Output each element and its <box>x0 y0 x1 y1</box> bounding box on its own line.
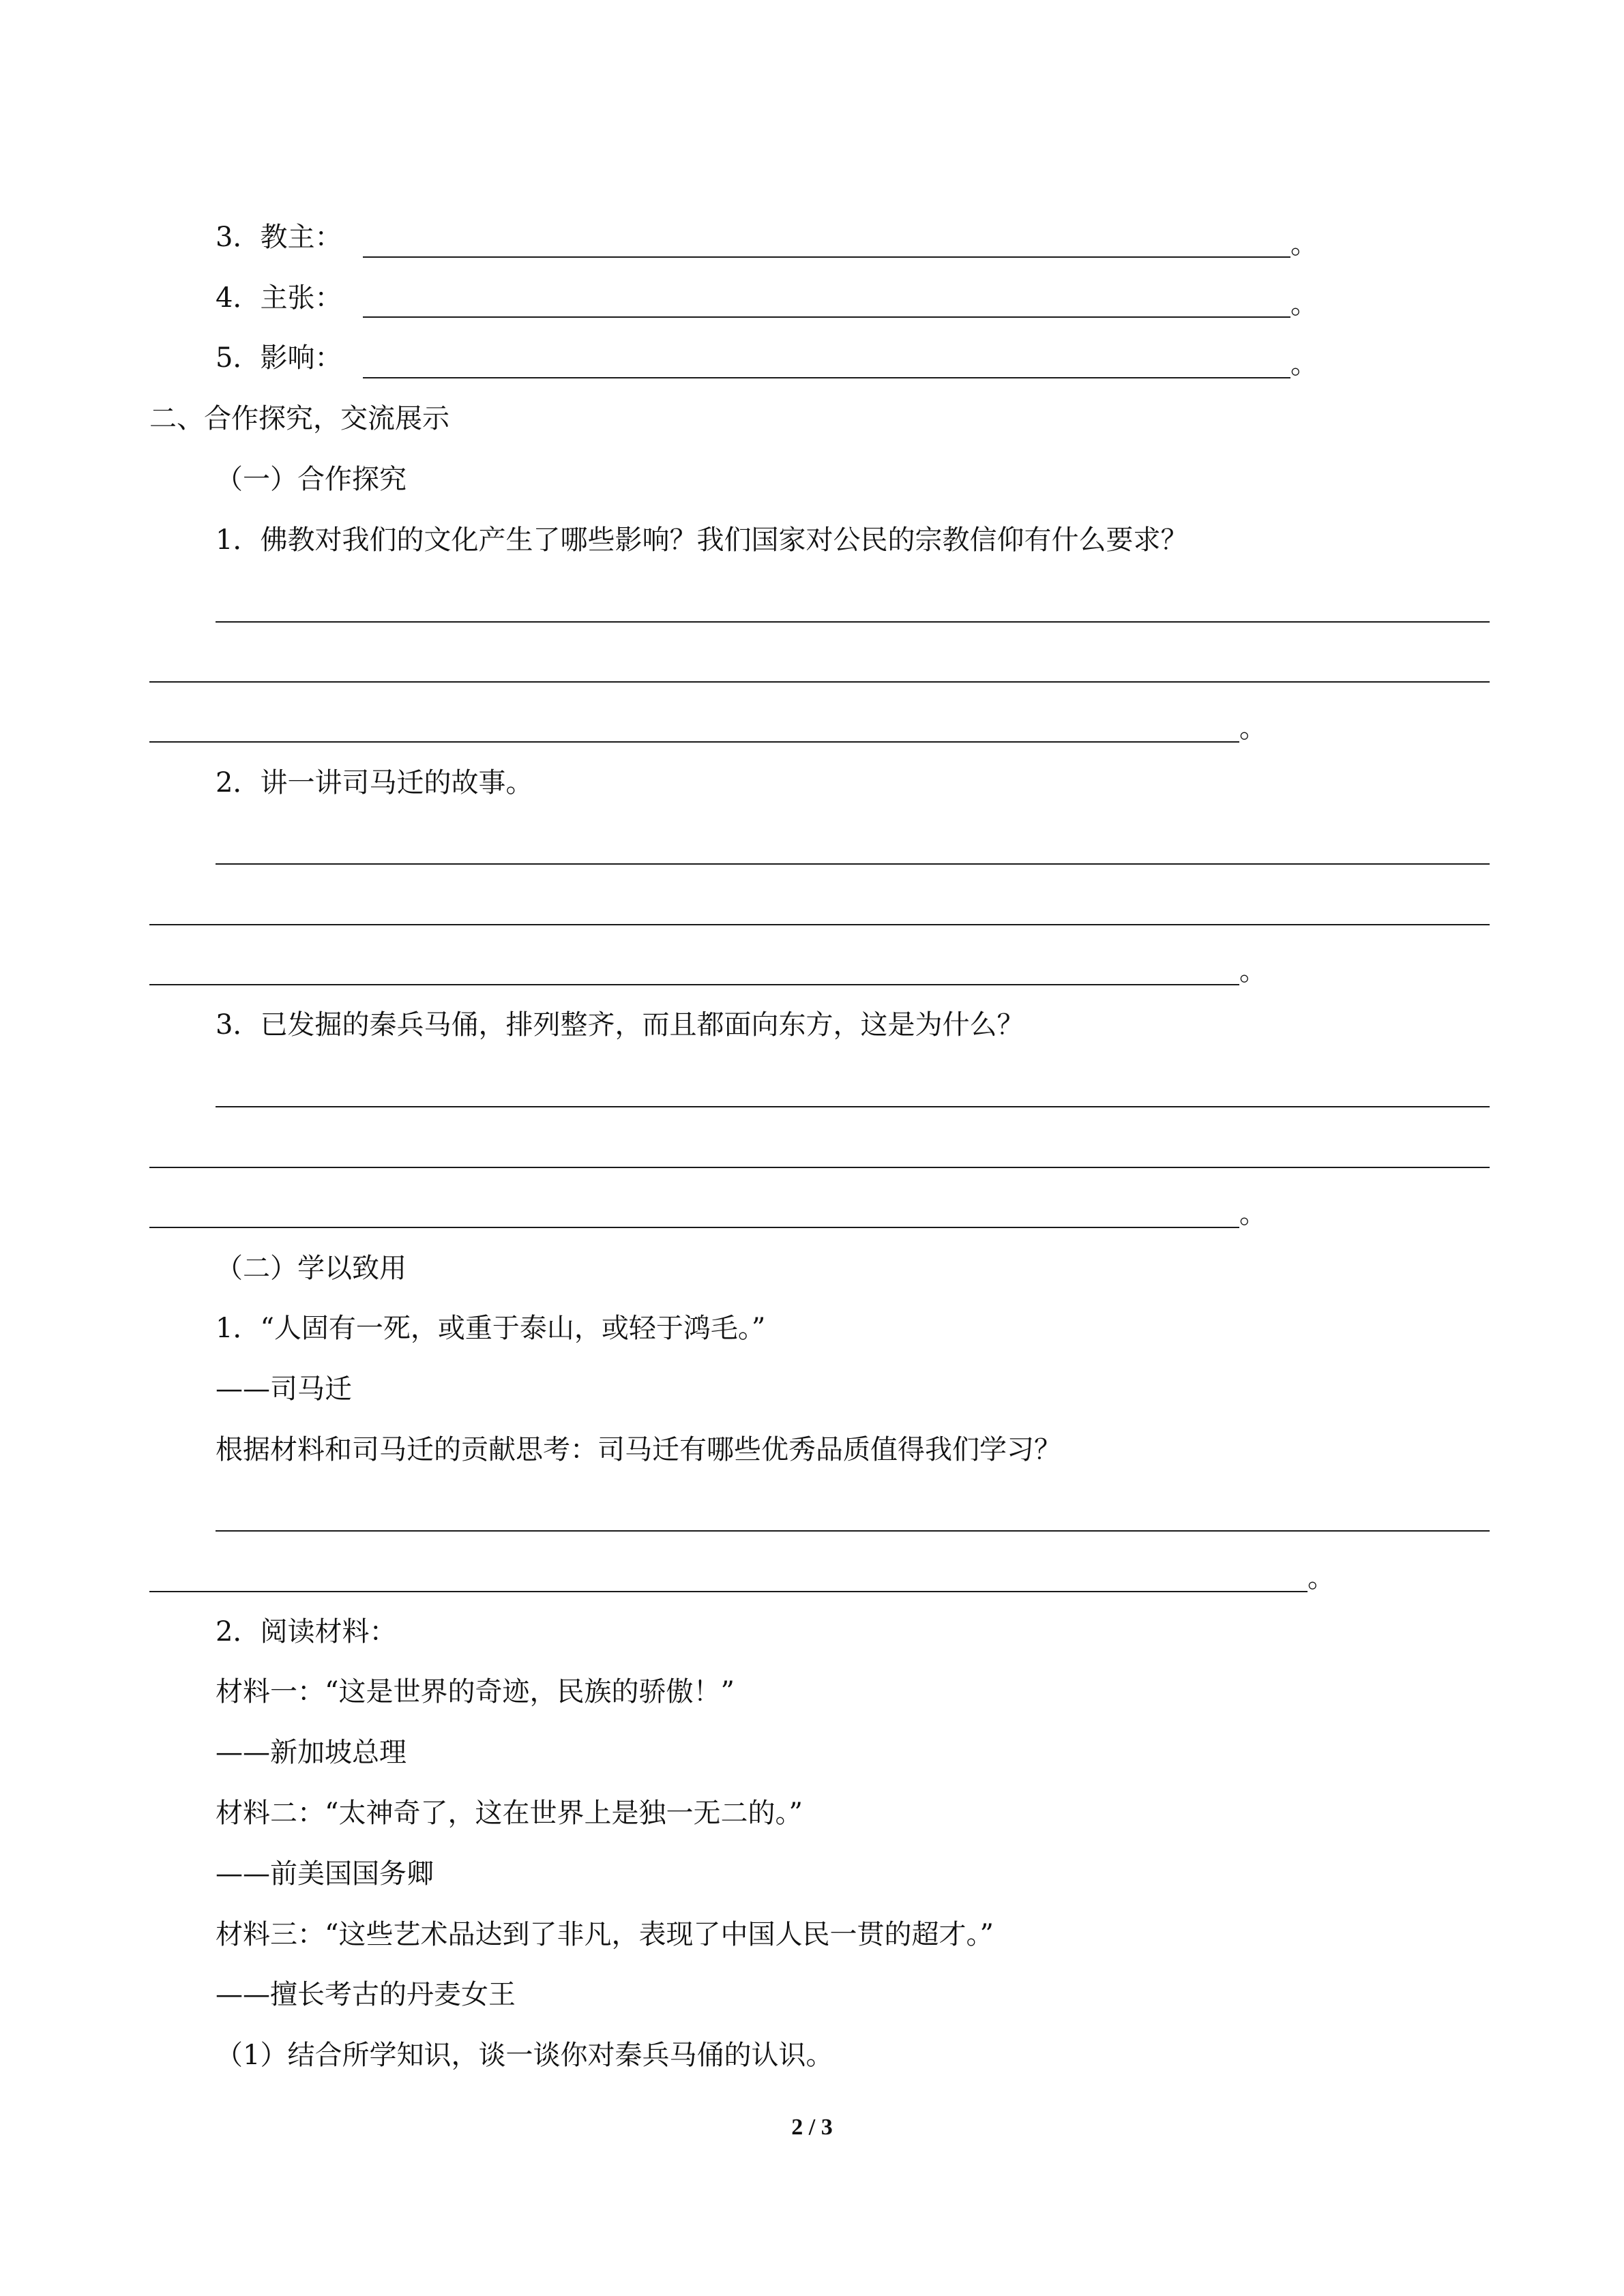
item-3-label: 3．教主： <box>216 222 342 253</box>
part-1-question-3: 3．已发掘的秦兵马俑，排列整齐，而且都面向东方，这是为什么？ <box>216 1009 1024 1041</box>
q3-answer-line-3[interactable] <box>149 1227 1239 1228</box>
q2-answer-line-1[interactable] <box>216 863 1490 865</box>
part-1-heading: （一）合作探究 <box>216 464 407 495</box>
part-2-q1-end: 。 <box>1308 1562 1335 1594</box>
item-4-label: 4．主张： <box>216 282 342 314</box>
part-2-q2-intro: 2．阅读材料： <box>216 1616 397 1648</box>
part-2-q1-quote: 1．“人固有一死，或重于泰山，或轻于鸿毛。” <box>216 1313 766 1344</box>
q2-answer-line-3[interactable] <box>149 984 1239 985</box>
part-2-q1-question: 根据材料和司马迁的贡献思考：司马迁有哪些优秀品质值得我们学习？ <box>216 1434 1061 1465</box>
section-2-heading: 二、合作探究，交流展示 <box>149 403 449 434</box>
part-2-heading: （二）学以致用 <box>216 1253 407 1284</box>
item-3-end: 。 <box>1290 228 1318 260</box>
q3-end: 。 <box>1239 1198 1267 1229</box>
item-4-end: 。 <box>1290 288 1318 320</box>
page-number: 2 / 3 <box>791 2115 833 2140</box>
item-3-answer-line[interactable] <box>363 256 1290 258</box>
material-1: 材料一：“这是世界的奇迹，民族的骄傲！” <box>216 1676 735 1708</box>
item-5-label: 5．影响： <box>216 342 342 374</box>
q1-answer-line-3[interactable] <box>149 741 1239 743</box>
part-2-q1-answer-line-1[interactable] <box>216 1530 1490 1532</box>
part-1-question-1: 1．佛教对我们的文化产生了哪些影响？我们国家对公民的宗教信仰有什么要求？ <box>216 524 1188 556</box>
q3-answer-line-1[interactable] <box>216 1106 1490 1107</box>
part-2-q1-answer-line-2[interactable] <box>149 1591 1308 1592</box>
q2-end: 。 <box>1239 955 1267 987</box>
item-5-end: 。 <box>1290 348 1318 380</box>
sub-question-1: （1）结合所学知识，谈一谈你对秦兵马俑的认识。 <box>216 2040 833 2071</box>
item-4-answer-line[interactable] <box>363 316 1290 318</box>
material-3-source: ——擅长考古的丹麦女王 <box>216 1979 516 2010</box>
part-1-question-2: 2．讲一讲司马迁的故事。 <box>216 767 533 799</box>
part-2-q1-source: ——司马迁 <box>216 1373 352 1405</box>
material-2-source: ——前美国国务卿 <box>216 1858 434 1890</box>
item-5-answer-line[interactable] <box>363 377 1290 378</box>
material-2: 材料二：“太神奇了，这在世界上是独一无二的。” <box>216 1798 803 1829</box>
q2-answer-line-2[interactable] <box>149 924 1490 925</box>
q3-answer-line-2[interactable] <box>149 1167 1490 1168</box>
q1-answer-line-2[interactable] <box>149 681 1490 683</box>
q1-end: 。 <box>1239 713 1267 744</box>
q1-answer-line-1[interactable] <box>216 621 1490 623</box>
material-3: 材料三：“这些艺术品达到了非凡，表现了中国人民一贯的超才。” <box>216 1919 994 1950</box>
material-1-source: ——新加坡总理 <box>216 1737 407 1768</box>
